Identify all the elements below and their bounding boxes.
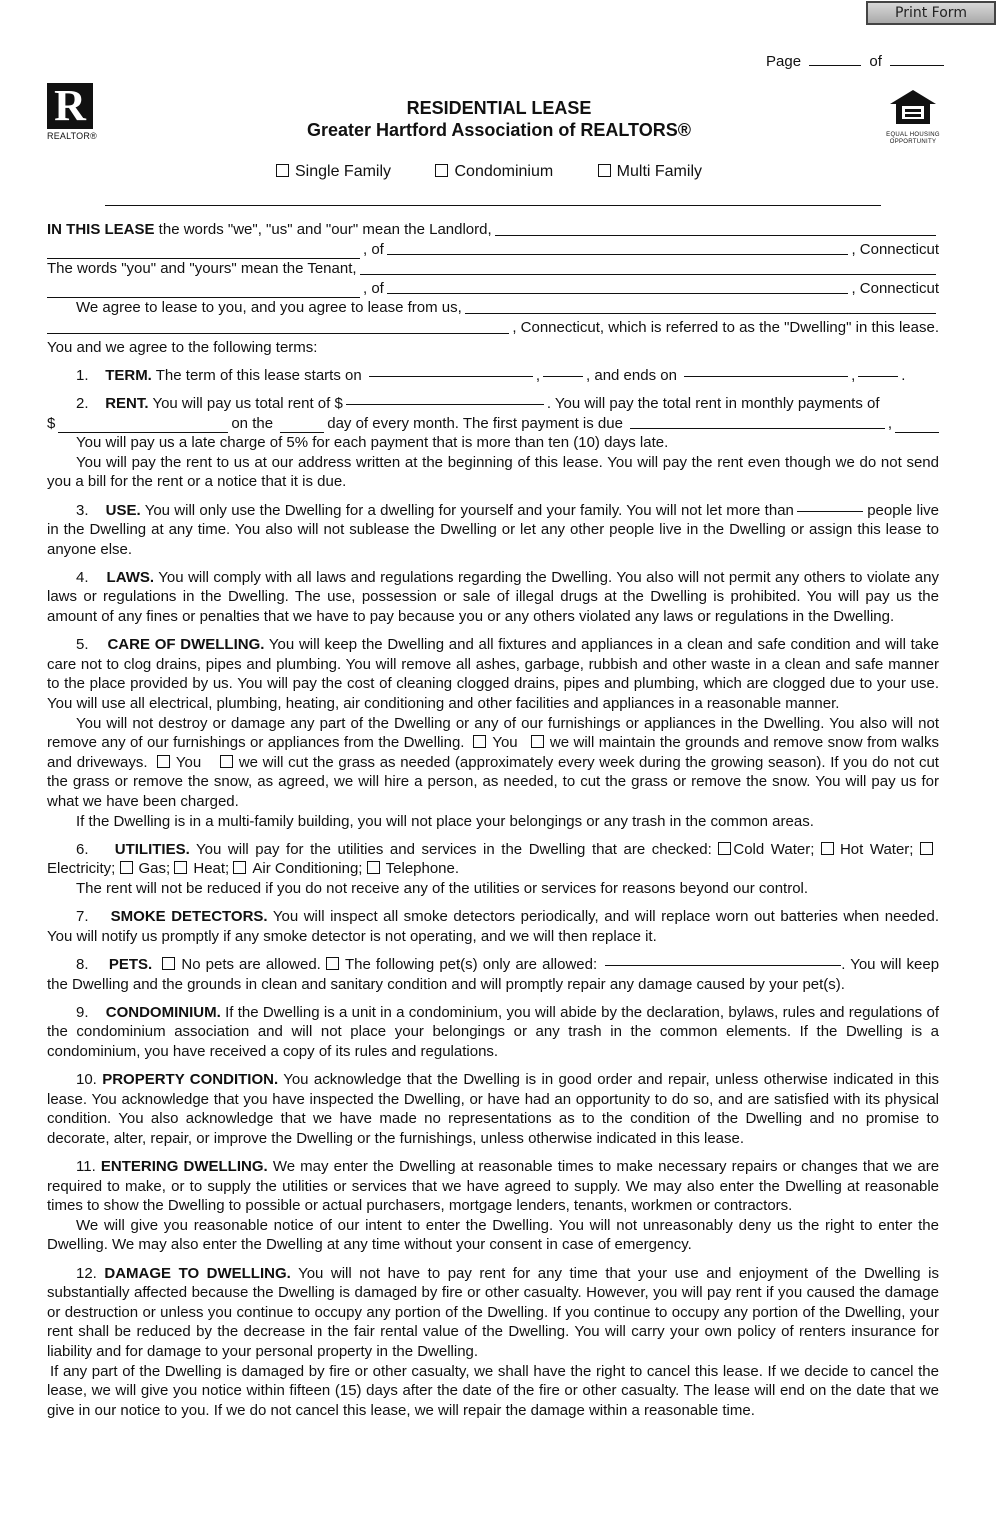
section-care: 5. CARE OF DWELLING. You will keep the Dwelling and all fixtures and appliances in a clean and safe condition and will take care not to clog drains, pipes and plumbing. You will remove all ashes, garbage, rubbish and other waste in a clean and safe manner to the place provided by us. You will pay the cost of cleaning clogged drains, pipes and plumbing, which are clogged due to your use. You will use all electrical, plumbing, heating, air conditioning and other facilities and appliances in a reasonable manner. [47, 636, 939, 713]
allowed-pets-field[interactable] [605, 964, 841, 966]
checkbox[interactable] [435, 164, 448, 177]
section-utilities: 6. UTILITIES. You will pay for the utilities and services in the Dwelling that are checked: Cold Water; Hot Water; Electricity; Gas; Heat; Air Conditioning; Telephone. [47, 840, 939, 879]
equal-housing-logo: EQUAL HOUSING OPPORTUNITY [885, 88, 941, 146]
start-date-field[interactable] [369, 375, 533, 377]
first-payment-date-field[interactable] [630, 427, 885, 429]
page-number-field[interactable] [809, 64, 861, 66]
section-damage: 12. DAMAGE TO DWELLING. You will not have to pay rent for any time that your use and enjoyment of the Dwelling is substantially affected because the Dwelling is damaged by fire or other casualty. However, you will pay rent if you caused the damage or destruction or unless you continue to occupy any portion of the Dwelling. If you continue to occupy any portion of the Dwelling, your rent shall be reduced by the decrease in the fair rental value of the Dwelling. You will carry your own policy of renters insurance for liability and for damage to your personal property in the Dwelling. [47, 1264, 939, 1360]
air-conditioning-checkbox[interactable] [233, 861, 246, 874]
grounds-you-checkbox[interactable] [473, 735, 486, 748]
page-total-field[interactable] [890, 64, 944, 66]
dwelling-address-field[interactable] [465, 312, 936, 314]
telephone-checkbox[interactable] [367, 861, 380, 874]
document-subtitle: Greater Hartford Association of REALTORS® [307, 120, 691, 140]
page-label: Page [766, 53, 802, 70]
hot-water-checkbox[interactable] [821, 842, 834, 855]
landlord-address-field[interactable] [387, 253, 849, 255]
end-date-field[interactable] [684, 375, 848, 377]
dwelling-town-field[interactable] [47, 332, 509, 334]
grounds-we-checkbox[interactable] [531, 735, 544, 748]
option-condominium[interactable]: Condominium [435, 163, 553, 181]
option-single-family[interactable]: Single Family [276, 163, 391, 181]
landlord-line: IN THIS LEASE the words "we", "us" and "our" mean the Landlord, [47, 220, 939, 240]
header-divider [105, 205, 881, 206]
checkbox[interactable] [598, 164, 611, 177]
no-pets-checkbox[interactable] [162, 957, 175, 970]
section-rent: 2. RENT. You will pay us total rent of $ . You will pay the total rent in monthly payments of [76, 394, 880, 412]
section-term: 1. TERM. The term of this lease starts on , , and ends on , . [76, 366, 906, 384]
section-pets: 8. PETS. No pets are allowed. The following pet(s) only are allowed: . You will keep the Dwelling and the grounds in clean and sanitary condition and will promptly repair any damage caused by your pet(s). [47, 955, 940, 993]
realtor-r-icon: R [47, 83, 93, 129]
tenant-address-line: , of , Connecticut [47, 279, 939, 299]
section-condominium: 9. CONDOMINIUM. If the Dwelling is a unit in a condominium, you will abide by the declaration, bylaws, rules and regulations of the condominium association and will not place your belongings or any trash in the common elements. If the Dwelling is a condominium, you have received a copy of its rules and regulations. [47, 1003, 940, 1060]
start-year-field[interactable] [543, 375, 583, 377]
dwelling-ref-line: , Connecticut, which is referred to as the "Dwelling" in this lease. [47, 318, 939, 338]
rent-payment-line: $ on the day of every month. The first payment is due , [47, 414, 939, 434]
page-number [766, 53, 944, 70]
document-title: RESIDENTIAL LEASE [406, 98, 592, 118]
landlord-address-line: , of , Connecticut [47, 240, 939, 260]
grass-we-checkbox[interactable] [220, 755, 233, 768]
agree-lease-line: We agree to lease to you, and you agree to lease from us, [47, 298, 939, 318]
of-label: of [869, 53, 882, 70]
option-multi-family[interactable]: Multi Family [598, 163, 702, 181]
print-form-button[interactable]: Print Form [866, 1, 996, 25]
max-occupants-field[interactable] [797, 510, 863, 512]
section-property-condition: 10. PROPERTY CONDITION. You acknowledge that the Dwelling is in good order and repair, unless otherwise indicated in this lease. You acknowledge that you have inspected the Dwelling, or have had an opportunity to do so, and are satisfied with its physical condition. You also acknowledge that we have made no representations as to the condition of the Dwelling and no promise to decorate, alter, repair, or improve the Dwelling or the furnishings, unless otherwise indicated in this lease. [47, 1071, 939, 1147]
section-smoke-detectors: 7. SMOKE DETECTORS. You will inspect all smoke detectors periodically, and will replace worn out batteries when needed. You will notify us promptly if any smoke detector is not operating, and we will then replace it. [47, 908, 940, 945]
realtor-logo: R REALTOR® [47, 81, 97, 141]
property-type-options [276, 163, 742, 181]
section-entering-dwelling: 11. ENTERING DWELLING. We may enter the Dwelling at reasonable times to make necessary repairs or changes that we are required to make, or to supply the utilities or services that we have agreed to supply. We may also enter the Dwelling at reasonable times to show the Dwelling to possible or actual purchasers, mortgage lenders, tenants, workmen or contractors. [47, 1158, 940, 1215]
heat-checkbox[interactable] [174, 861, 187, 874]
cold-water-checkbox[interactable] [718, 842, 731, 855]
pets-allowed-checkbox[interactable] [326, 957, 339, 970]
grass-you-checkbox[interactable] [157, 755, 170, 768]
lease-body: IN THIS LEASE the words "we", "us" and "our" mean the Landlord, , of , Connecticut The words "you" and "yours" mean the Tenant, , of , Connecticut We agree to lease to you, and you agree to lease from us, , Connecticut, which is referred to as the "Dwelling" in this lease. You and we agree to the following terms: 1. TERM. The term of this lease starts on , , and ends on , . 2. RENT. You will pay us total rent of $ . You will pay the total rent in monthly payments of $ on the day of every month. The first payment is due , You will pay us a late charge of 5% for each payment that is more than ten (10) days late. You will pay the rent to us at our address written at the beginning of this lease. You will pay the rent even though we do not send you a bill for the rent or a notice that it is due. 3. USE. You will only use the Dwelling for a dwelling for yourself and your family. You will not let more than people live in the Dwelling at any time. You also will not sublease the Dwelling or let any other people live in the Dwelling or assign this lease to anyone else. 4. LAWS. You will comply with all laws and regulations regarding the Dwelling. You also will not permit any others to violate any laws or regulations in the Dwelling. The use, possession or sale of illegal drugs at the Dwelling is prohibited. You will pay us the amount of any fines or penalties that we have to pay because you or any others violated any laws or regulations in the Dwelling. 5. CARE OF DWELLING. You will keep the Dwelling and all fixtures and appliances in a clean and safe condition and will take care not to clog drains, pipes and plumbing. You will remove all ashes, garbage, rubbish and other waste in a clean and safe manner to the place provided by us. You will pay the cost of cleaning clogged drains, pipes and plumbing, which are clogged due to your use. You will use all electrical, plumbing, heating, air conditioning and other facilities and appliances in a reasonable manner. You will not destroy or damage any part of the Dwelling or any of our furnishings or appliances in the Dwelling. You also will not remove any of our furnishings or appliances from the Dwelling. You we will maintain the grounds and remove snow from walks and driveways. You we will cut the grass as needed (approximately every week during the growing season). If you do not cut the grass or remove the snow, as agreed, we will hire a person, as needed, to cut the grass or remove the snow. You will pay us for what we have been charged. If the Dwelling is in a multi-family building, you will not place your belongings or any trash in the common areas. 6. UTILITIES. You will pay for the utilities and services in the Dwelling that are checked: Cold Water; Hot Water; Electricity; Gas; Heat; Air Conditioning; Telephone. The rent will not be reduced if you do not receive any of the utilities or services for reasons beyond our control. 7. SMOKE DETECTORS. You will inspect all smoke detectors periodically, and will replace worn out batteries when needed. You will notify us promptly if any smoke detector is not operating, and we will then replace it. 8. PETS. No pets are allowed. The following pet(s) only are allowed: . You will keep the Dwelling and the grounds in clean and sanitary condition and will promptly repair any damage caused by your pet(s). 9. CONDOMINIUM. If the Dwelling is a unit in a condominium, you will abide by the declaration, bylaws, rules and regulations of the condominium association and will not place your belongings or any trash in the common elements. If the Dwelling is a condominium, you have received a copy of its rules and regulations. 10. PROPERTY CONDITION. You acknowledge that the Dwelling is in good order and repair, unless otherwise indicated in this lease. You acknowledge that you have inspected the Dwelling, or have had an opportunity to do so, and are satisfied with its physical condition. You also acknowledge that we have made no representations as to the condition of the Dwelling and no promise to decorate, alter, repair, or improve the Dwelling or the furnishings, unless otherwise indicated in this lease. 11. ENTERING DWELLING. We may enter the Dwelling at reasonable times to make necessary repairs or changes that we are required to make, or to supply the utilities or services that we have agreed to supply. We may also enter the Dwelling at reasonable times to show the Dwelling to possible or actual purchasers, mortgage lenders, tenants, workmen or contractors. We will give you reasonable notice of our intent to enter the Dwelling. You will not unreasonably deny us the right to enter the Dwelling. We may also enter the Dwelling at any time without your consent in case of emergency. 12. DAMAGE TO DWELLING. You will not have to pay rent for any time that your use and enjoyment of the Dwelling is substantially affected because the Dwelling is damaged by fire or other casualty. However, you will pay rent if you caused the damage or destruction or unless you continue to occupy any portion of the Dwelling. If you continue to occupy any portion of the Dwelling, your rent shall be reduced by the decrease in the fair rental value of the Dwelling. You will carry your own policy of renters insurance for liability and for damage to your personal property in the Dwelling. If any part of the Dwelling is damaged by fire or other casualty, we shall have the right to cancel this lease. If we decide to cancel the lease, we will give you notice within fifteen (15) days after the date of the fire or other casualty. The lease will end on the date that we give in our notice to you. If we do not cancel this lease, we will repair the damage within a reasonable time. [47, 221, 940, 1419]
tenant-name-field[interactable] [360, 273, 936, 275]
end-year-field[interactable] [858, 375, 898, 377]
section-laws: 4. LAWS. You will comply with all laws and regulations regarding the Dwelling. You also will not permit any others to violate any laws or regulations in the Dwelling. The use, possession or sale of illegal drugs at the Dwelling is prohibited. You will pay us the amount of any fines or penalties that we have to pay because you or any others violated any laws or regulations in the Dwelling. [47, 568, 939, 626]
gas-checkbox[interactable] [120, 861, 133, 874]
tenant-line: The words "you" and "yours" mean the Tenant, [47, 259, 939, 279]
total-rent-field[interactable] [346, 403, 544, 405]
first-payment-year-field[interactable] [895, 431, 939, 433]
tenant-address-field[interactable] [387, 292, 849, 294]
care-paragraph-2: You will not destroy or damage any part of the Dwelling or any of our furnishings or appliances in the Dwelling. You also will not remove any of our furnishings or appliances from the Dwelling. You we will maintain the grounds and remove snow from walks and driveways. You we will cut the grass as needed (approximately every week during the growing season). If you do not cut the grass or remove the snow, as agreed, we will hire a person, as needed, to cut the grass or remove the snow. You will pay us for what we have been charged. [47, 714, 939, 810]
checkbox[interactable] [276, 164, 289, 177]
landlord-name-field[interactable] [495, 234, 936, 236]
electricity-checkbox[interactable] [920, 842, 933, 855]
section-use: 3. USE. You will only use the Dwelling for a dwelling for yourself and your family. You will not let more than people live in the Dwelling at any time. You also will not sublease the Dwelling or let any other people live in the Dwelling or assign this lease to anyone else. [47, 501, 940, 558]
